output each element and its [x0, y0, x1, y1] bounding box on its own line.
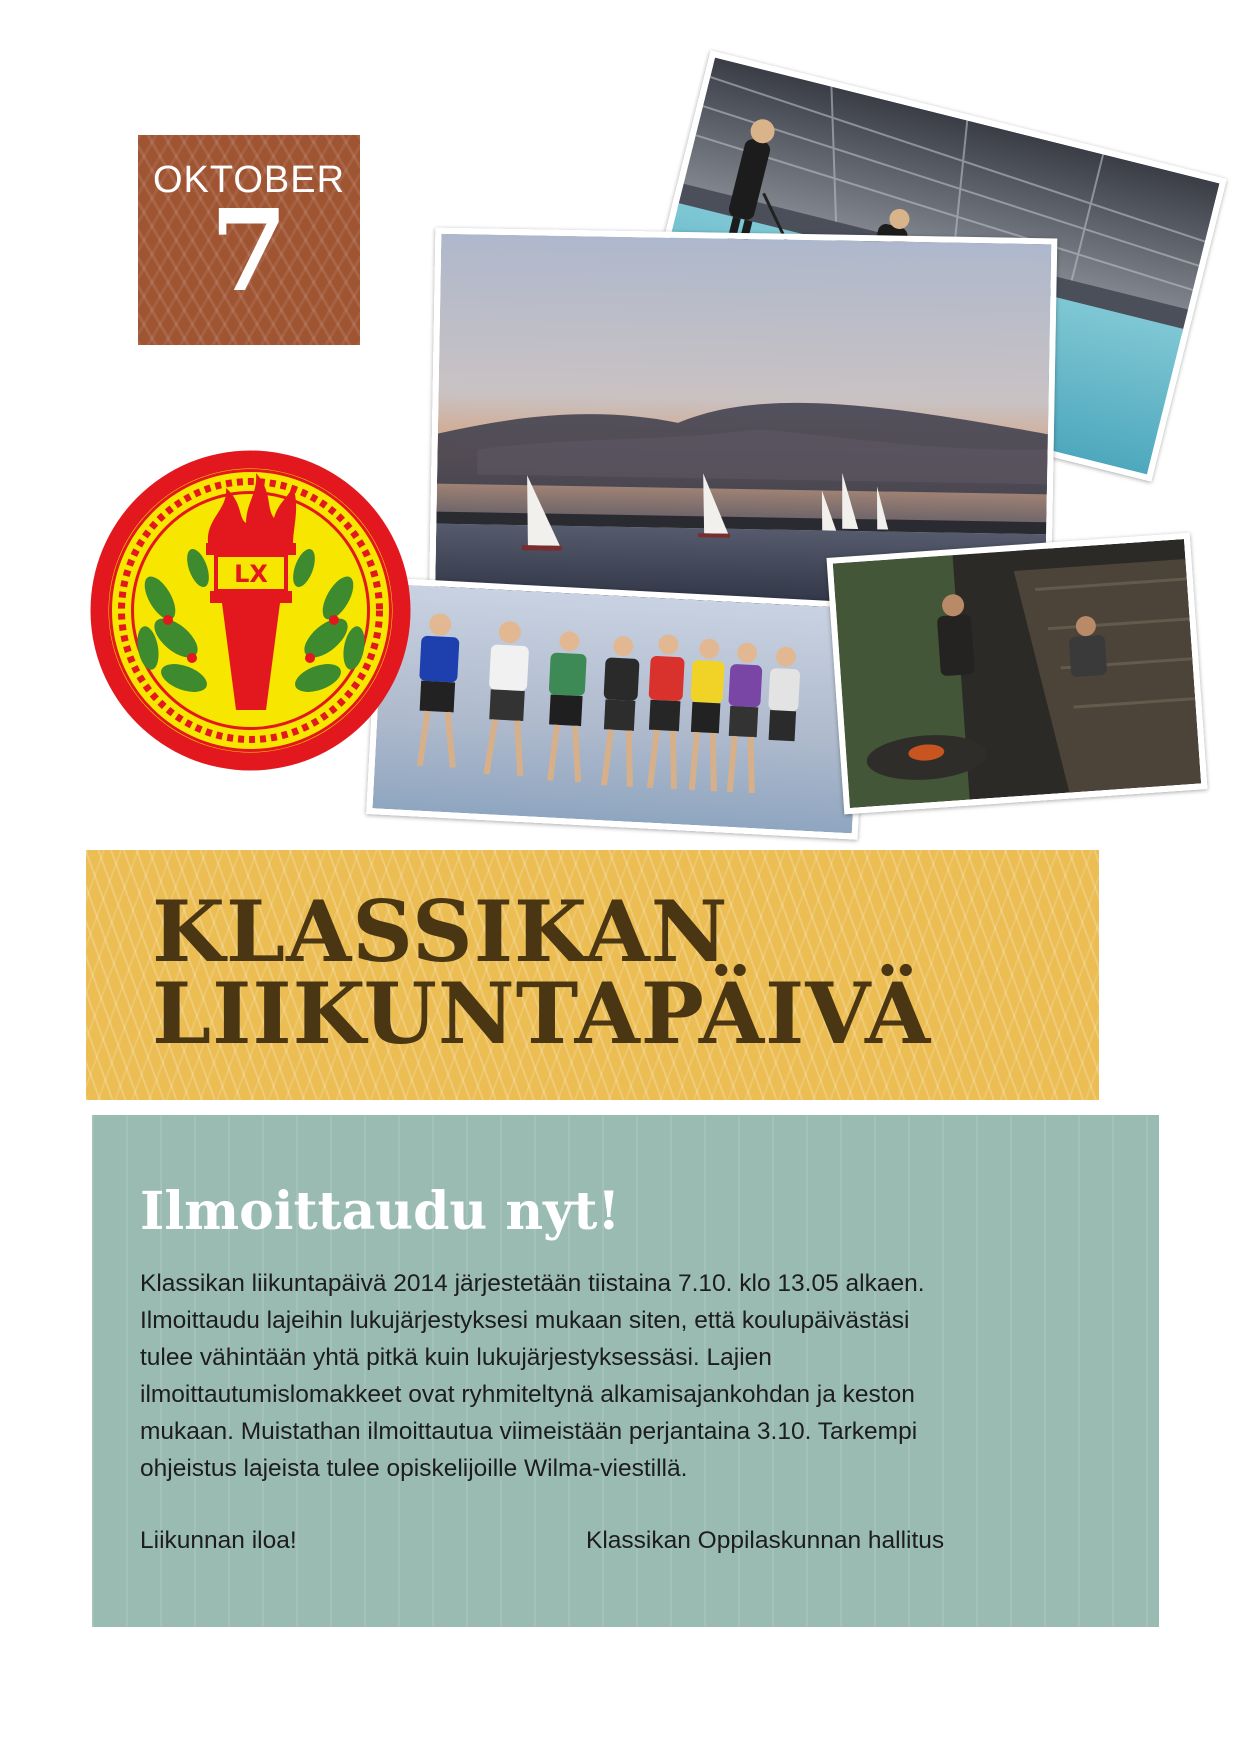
info-line: ohjeistus lajeista tulee opiskelijoille Wilma-viestillä.	[140, 1455, 688, 1482]
info-line: mukaan. Muistathan ilmoittautua viimeistään perjantaina 3.10. Tarkempi	[140, 1418, 918, 1445]
students-gym-photo	[366, 577, 870, 839]
info-heading: Ilmoittaudu nyt!	[140, 1181, 621, 1242]
title-banner	[86, 850, 1099, 1100]
lx-emblem	[88, 448, 413, 773]
info-signature: Klassikan Oppilaskunnan hallitus	[586, 1527, 945, 1554]
info-panel	[92, 1115, 1159, 1627]
info-line: tulee vähintään yhtä pitkä kuin lukujärjestyksessäsi. Lajien	[140, 1344, 772, 1371]
title-line-2: LIIKUNTAPÄIVÄ	[152, 964, 932, 1063]
info-body	[140, 1265, 1100, 1487]
info-line: Ilmoittaudu lajeihin lukujärjestyksesi mukaan siten, että koulupäivästäsi	[140, 1307, 910, 1334]
info-closing: Liikunnan iloa!	[140, 1527, 297, 1554]
info-line: Klassikan liikuntapäivä 2014 järjestetään tiistaina 7.10. klo 13.05 alkaen.	[140, 1270, 925, 1297]
date-tag	[138, 135, 360, 345]
date-day: 7	[210, 186, 288, 317]
date-month: OKTOBER	[152, 159, 346, 201]
emblem-label: LX	[234, 560, 268, 588]
title-line-1: KLASSIKAN	[152, 882, 729, 981]
campfire-photo	[826, 533, 1207, 815]
info-line: ilmoittautumislomakkeet ovat ryhmiteltynä alkamisajankohdan ja keston	[140, 1381, 915, 1408]
